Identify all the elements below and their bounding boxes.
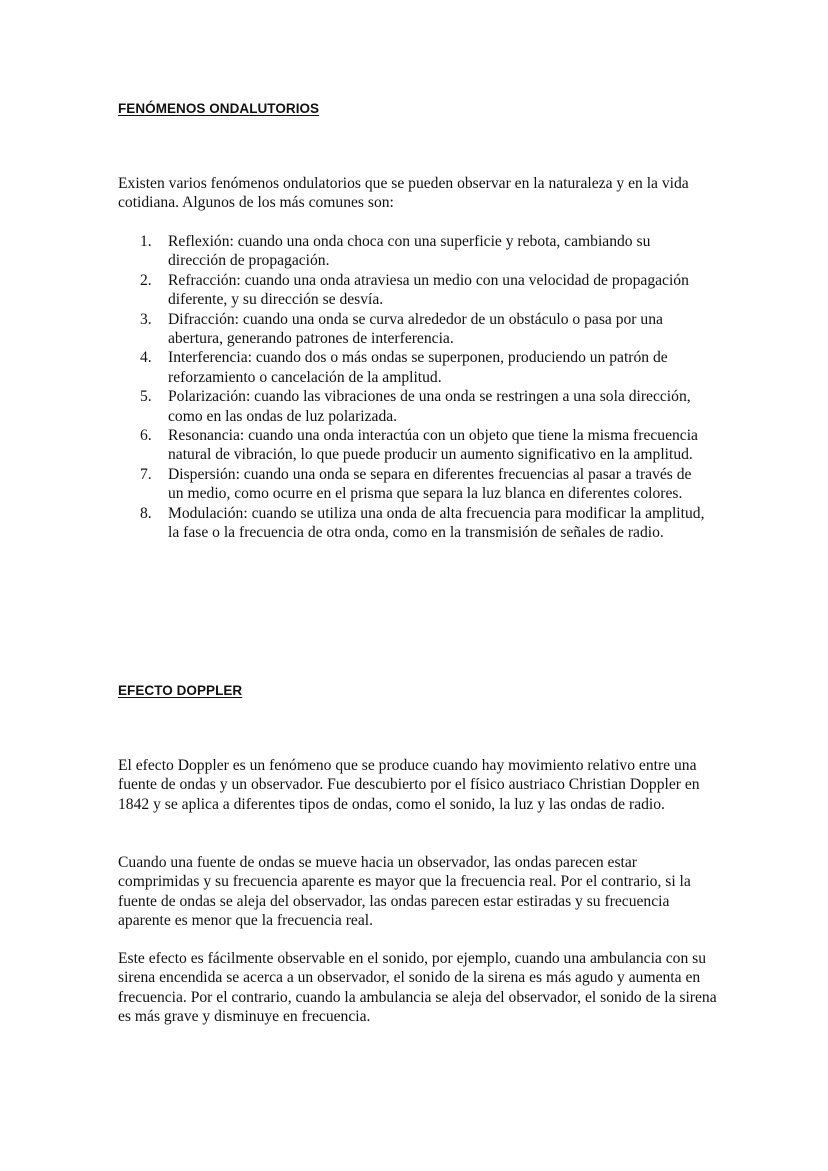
list-item-text: Interferencia: cuando dos o más ondas se superponen, produciendo un patrón de reforzamiento o cancelación de la amplitud. xyxy=(168,349,668,386)
section-heading-wave-phenomena: FENÓMENOS ONDALUTORIOS xyxy=(118,101,320,116)
intro-paragraph: Existen varios fenómenos ondulatorios que se pueden observar en la naturaleza y en la vida cotidiana. Algunos de los más comunes son: xyxy=(118,175,689,212)
list-item-text: Reflexión: cuando una onda choca con una superficie y rebota, cambiando su dirección de propagación. xyxy=(168,233,651,270)
list-item xyxy=(118,426,718,465)
phenomena-list xyxy=(118,232,718,543)
list-item xyxy=(118,504,718,543)
doppler-paragraph-3: Este efecto es fácilmente observable en el sonido, por ejemplo, cuando una ambulancia con su sirena encendida se acerca a un observador, el sonido de la sirena es más agudo y aumenta en frecuencia. Por el contrario, cuando la ambulancia se aleja del observador, el sonido de la sirena es más grave y disminuye en frecuencia. xyxy=(118,950,717,1026)
list-item-number: 6. xyxy=(140,427,152,445)
list-item xyxy=(118,271,718,310)
section-heading-doppler: EFECTO DOPPLER xyxy=(118,683,243,698)
list-item xyxy=(118,310,718,349)
list-item-text: Dispersión: cuando una onda se separa en diferentes frecuencias al pasar a través de un medio, como ocurre en el prisma que separa la luz blanca en diferentes colores. xyxy=(168,465,692,503)
list-item xyxy=(118,465,718,504)
list-item-number: 5. xyxy=(140,388,152,406)
list-item xyxy=(118,387,718,426)
list-item-text: Refracción: cuando una onda atraviesa un medio con una velocidad de propagación diferente, y su dirección se desvía. xyxy=(168,271,689,309)
list-item-number: 7. xyxy=(140,465,152,483)
list-item-number: 8. xyxy=(140,504,152,522)
list-item-text: Modulación: cuando se utiliza una onda de alta frecuencia para modificar la amplitud, la fase o la frecuencia de otra onda, como en la transmisión de señales de radio. xyxy=(168,504,705,542)
list-item xyxy=(118,348,718,387)
list-item-text: Resonancia: cuando una onda interactúa con un objeto que tiene la misma frecuencia natural de vibración, lo que puede producir un aumento significativo en la amplitud. xyxy=(168,427,698,464)
list-item-text: Polarización: cuando las vibraciones de una onda se restringen a una sola dirección, como en las ondas de luz polarizada. xyxy=(168,388,691,425)
doppler-paragraph-1: El efecto Doppler es un fenómeno que se produce cuando hay movimiento relativo entre una fuente de ondas y un observador. Fue descubierto por el físico austriaco Christian Doppler en 1842 y se aplica a diferentes tipos de ondas, como el sonido, la luz y las ondas de radio. xyxy=(118,757,700,813)
list-item-number: 3. xyxy=(140,310,152,328)
list-item-number: 1. xyxy=(140,233,152,250)
list-item-number: 4. xyxy=(140,349,152,367)
list-item-number: 2. xyxy=(140,271,152,289)
list-item-text: Difracción: cuando una onda se curva alrededor de un obstáculo o pasa por una abertura, generando patrones de interferencia. xyxy=(168,310,663,348)
list-item xyxy=(118,232,718,271)
doppler-paragraph-2: Cuando una fuente de ondas se mueve hacia un observador, las ondas parecen estar comprimidas y su frecuencia aparente es mayor que la frecuencia real. Por el contrario, si la fuente de ondas se aleja del observador, las ondas parecen estar estiradas y su frecuencia aparente es menor que la frecuencia real. xyxy=(118,854,691,930)
